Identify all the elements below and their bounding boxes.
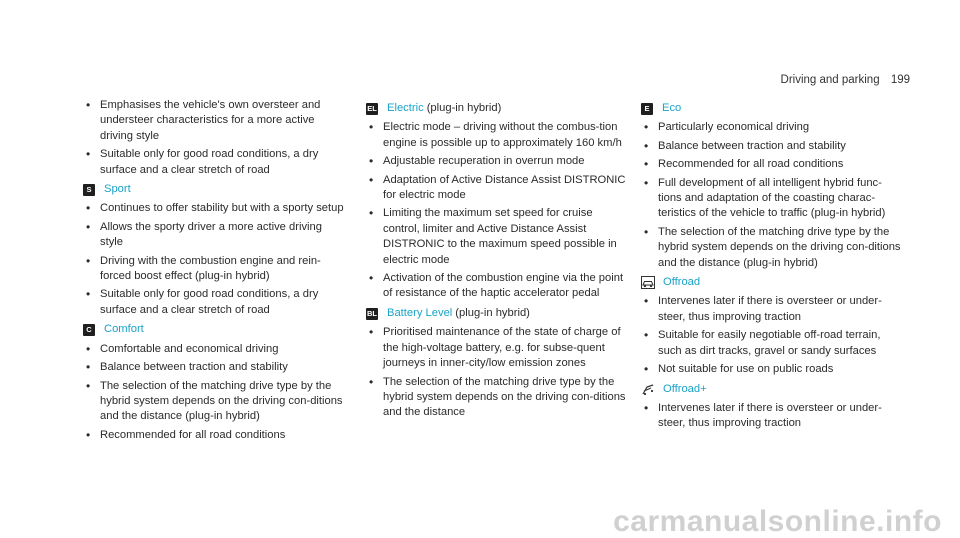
- battery-note: (plug-in hybrid): [455, 306, 530, 319]
- sport-mode-icon: S: [83, 184, 95, 196]
- electric-list: [366, 120, 628, 301]
- list-item: • Particularly economical driving: [641, 120, 903, 135]
- list-item: • Limiting the maximum set speed for cruise control, limiter and Active Distance Assist DISTRONIC to the maximum speed possible in electric mode: [366, 206, 628, 268]
- list-item: • The selection of the matching drive type by the hybrid system depends on the driving con-ditions and the distance: [366, 375, 628, 421]
- list-item: • Prioritised maintenance of the state of charge of the high-voltage battery, e.g. for subse-quent journeys in inner-city/low emission zones: [366, 325, 628, 371]
- list-item: • Allows the sporty driver a more active driving style: [83, 220, 345, 251]
- comfort-mode-icon: C: [83, 324, 95, 336]
- electric-note: (plug-in hybrid): [426, 102, 502, 114]
- electric-heading: [366, 101, 628, 116]
- list-item: • Recommended for all road conditions: [83, 428, 345, 443]
- column-1: [83, 98, 345, 447]
- section-title: Driving and parking: [780, 74, 880, 86]
- page-number: 199: [890, 74, 910, 86]
- list-item: • The selection of the matching drive type by the hybrid system depends on the driving con-ditions and the distance (plug-in hybrid): [83, 379, 345, 425]
- battery-list: [366, 325, 628, 420]
- list-item: • Full development of all intelligent hybrid func-tions and adaptation of the coasting charac-teristics of the vehicle to traffic (plug-in hybrid): [641, 176, 903, 222]
- sport-list: [83, 201, 345, 318]
- battery-level-mode-icon: BL: [367, 308, 377, 318]
- watermark: carmanualsonline.info: [613, 504, 942, 538]
- offroad-car-icon: [641, 276, 655, 289]
- comfort-list: [83, 342, 345, 443]
- column-3: [641, 98, 903, 436]
- list-item: • Balance between traction and stability: [641, 139, 903, 154]
- electric-title: Electric: [387, 102, 424, 114]
- offroad-plus-title: Offroad+: [663, 382, 707, 395]
- intro-list: [83, 98, 345, 178]
- sport-heading: [83, 182, 345, 197]
- comfort-heading: [83, 322, 345, 337]
- eco-heading: [641, 101, 903, 116]
- sport-title: Sport: [104, 183, 131, 196]
- list-item: • Not suitable for use on public roads: [641, 362, 903, 377]
- offroad-plus-heading: [641, 382, 903, 397]
- list-item: • Activation of the combustion engine via the point of resistance of the haptic accelerator pedal: [366, 271, 628, 302]
- page-header: [781, 73, 910, 88]
- offroad-list: [641, 294, 903, 377]
- eco-mode-icon: E: [641, 103, 653, 115]
- comfort-title: Comfort: [104, 323, 144, 336]
- offroad-plus-list: [641, 401, 903, 432]
- list-item: • Suitable for easily negotiable off-road terrain, such as dirt tracks, gravel or sandy surfaces: [641, 328, 903, 359]
- battery-heading: [366, 306, 628, 321]
- list-item: • Electric mode – driving without the combus-tion engine is possible up to approximately 160 km/h: [366, 120, 628, 151]
- list-item: • Emphasises the vehicle's own oversteer and understeer characteristics for a more active driving style: [83, 98, 345, 144]
- electric-mode-icon: EL: [367, 103, 377, 113]
- offroad-plus-car-icon: [641, 383, 655, 396]
- list-item: • Intervenes later if there is oversteer or under-steer, thus improving traction: [641, 294, 903, 325]
- eco-title: Eco: [662, 102, 682, 114]
- list-item: • Comfortable and economical driving: [83, 342, 345, 357]
- list-item: • Balance between traction and stability: [83, 360, 345, 375]
- eco-list: [641, 120, 903, 271]
- list-item: • Adjustable recuperation in overrun mode: [366, 154, 628, 169]
- list-item: • Adaptation of Active Distance Assist DISTRONIC for electric mode: [366, 173, 628, 204]
- list-item: • Driving with the combustion engine and rein-forced boost effect (plug-in hybrid): [83, 254, 345, 285]
- list-item: • The selection of the matching drive type by the hybrid system depends on the driving con-ditions and the distance (plug-in hybrid): [641, 225, 903, 271]
- list-item: • Recommended for all road conditions: [641, 157, 903, 172]
- offroad-heading: [641, 275, 903, 290]
- list-item: • Continues to offer stability but with a sporty setup: [83, 201, 345, 216]
- list-item: • Suitable only for good road conditions, a dry surface and a clear stretch of road: [83, 287, 345, 318]
- offroad-title: Offroad: [663, 276, 701, 289]
- list-item: • Intervenes later if there is oversteer or under-steer, thus improving traction: [641, 401, 903, 432]
- column-2: [366, 98, 628, 425]
- battery-title: Battery Level: [387, 306, 453, 319]
- list-item: • Suitable only for good road conditions, a dry surface and a clear stretch of road: [83, 147, 345, 178]
